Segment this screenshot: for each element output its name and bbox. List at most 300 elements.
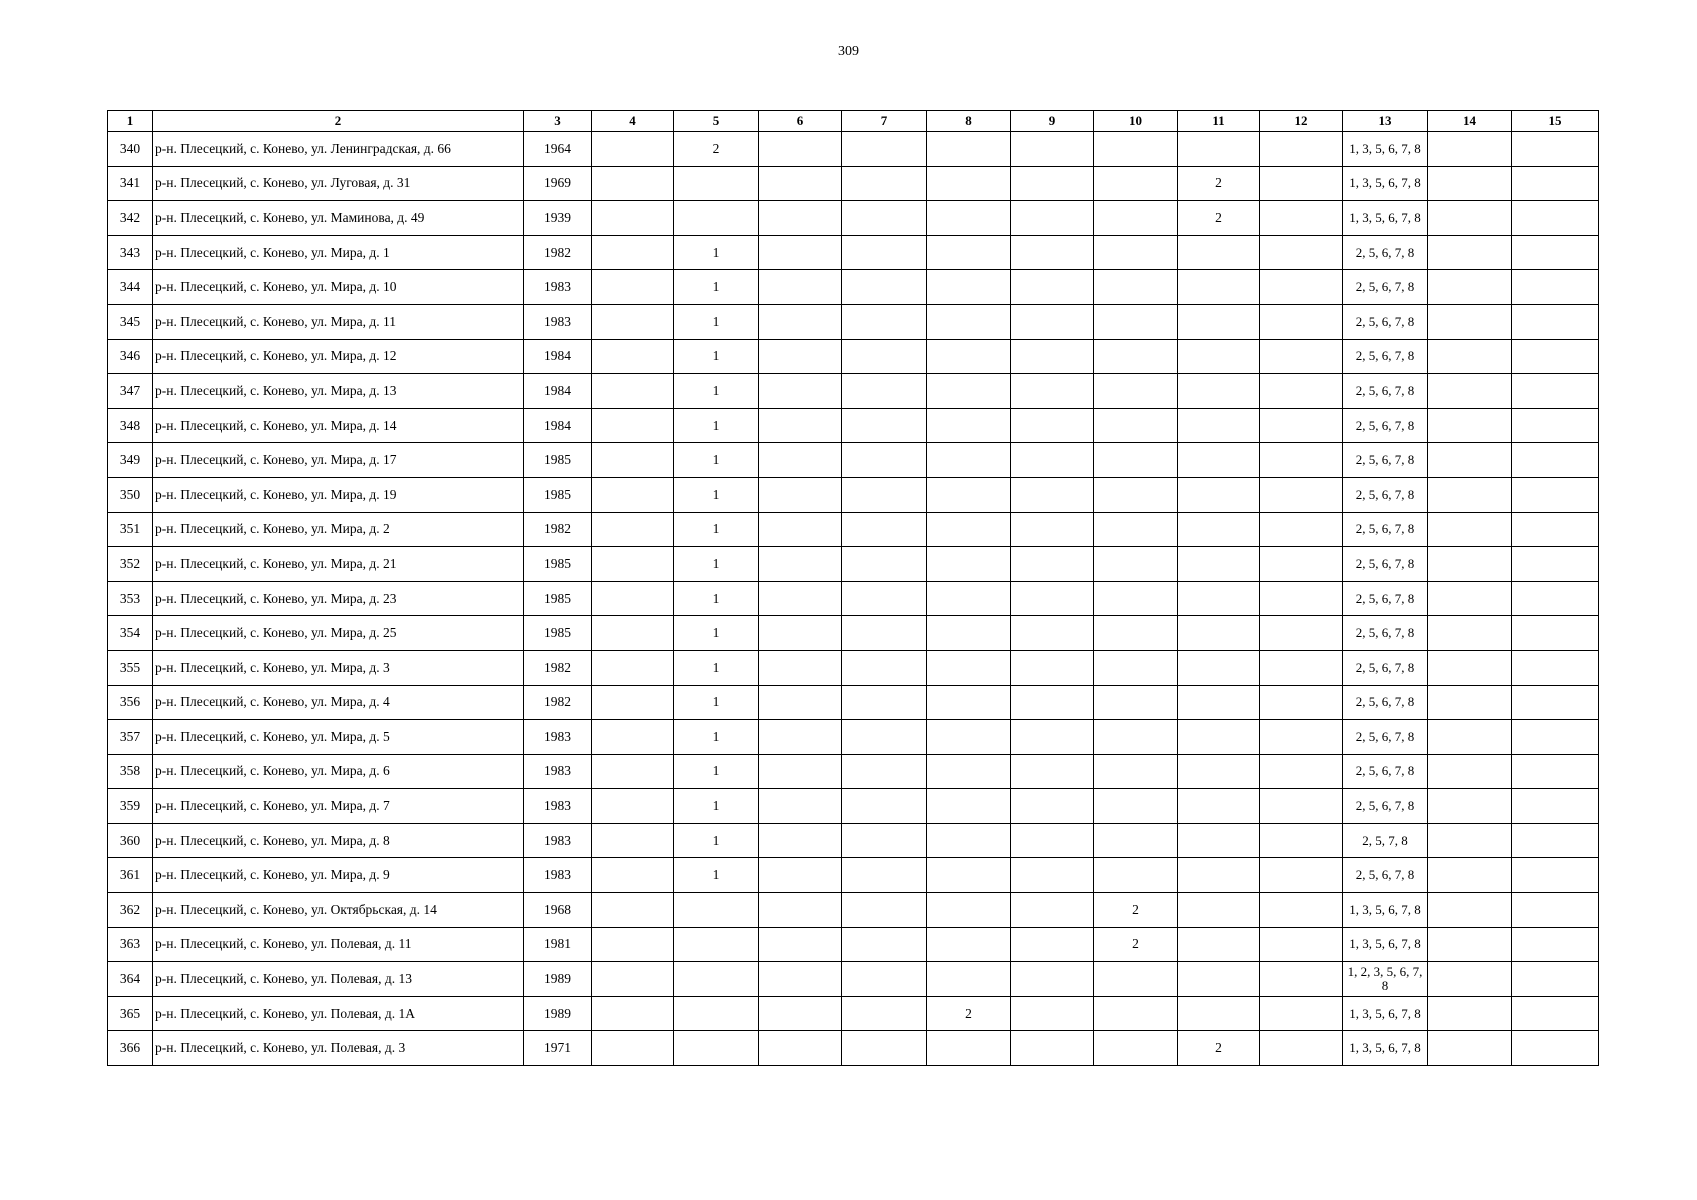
table-cell-col-3: 1985 <box>524 616 592 651</box>
table-cell-col-9 <box>1011 270 1094 305</box>
table-cell-col-13: 1, 3, 5, 6, 7, 8 <box>1343 927 1428 962</box>
table-cell-col-1: 358 <box>108 754 153 789</box>
table-cell-col-5 <box>674 996 759 1031</box>
table-cell-col-4 <box>592 927 674 962</box>
table-cell-col-5: 1 <box>674 789 759 824</box>
table-cell-col-12 <box>1260 858 1343 893</box>
table-cell-col-15 <box>1512 720 1599 755</box>
table-row <box>108 374 1599 409</box>
table-cell-col-10 <box>1094 581 1178 616</box>
table-cell-col-8 <box>927 616 1011 651</box>
table-cell-col-4 <box>592 720 674 755</box>
table-cell-col-1: 354 <box>108 616 153 651</box>
table-cell-col-9 <box>1011 996 1094 1031</box>
table-cell-col-1: 363 <box>108 927 153 962</box>
table-cell-col-5: 1 <box>674 720 759 755</box>
table-cell-col-11 <box>1178 547 1260 582</box>
table-cell-col-4 <box>592 685 674 720</box>
table-cell-col-15 <box>1512 408 1599 443</box>
table-row <box>108 789 1599 824</box>
table-cell-col-12 <box>1260 616 1343 651</box>
table-cell-col-7 <box>842 720 927 755</box>
table-cell-col-15 <box>1512 650 1599 685</box>
table-cell-col-5: 2 <box>674 132 759 167</box>
table-cell-col-10 <box>1094 858 1178 893</box>
table-cell-col-7 <box>842 893 927 928</box>
table-cell-col-7 <box>842 477 927 512</box>
table-row <box>108 754 1599 789</box>
table-row <box>108 339 1599 374</box>
table-cell-col-7 <box>842 201 927 236</box>
table-cell-col-3: 1989 <box>524 996 592 1031</box>
table-cell-col-1: 366 <box>108 1031 153 1066</box>
table-cell-col-1: 353 <box>108 581 153 616</box>
table-cell-col-14 <box>1428 754 1512 789</box>
table-cell-col-4 <box>592 754 674 789</box>
table-cell-col-8 <box>927 304 1011 339</box>
table-row <box>108 616 1599 651</box>
table-row <box>108 547 1599 582</box>
table-cell-col-2: р-н. Плесецкий, с. Конево, ул. Мира, д. 3 <box>153 650 524 685</box>
table-cell-col-2: р-н. Плесецкий, с. Конево, ул. Мира, д. 10 <box>153 270 524 305</box>
table-cell-col-10 <box>1094 201 1178 236</box>
table-cell-col-5 <box>674 962 759 997</box>
table-cell-col-1: 364 <box>108 962 153 997</box>
table-cell-col-5: 1 <box>674 754 759 789</box>
table-cell-col-6 <box>759 270 842 305</box>
table-cell-col-13: 1, 3, 5, 6, 7, 8 <box>1343 201 1428 236</box>
table-cell-col-7 <box>842 304 927 339</box>
table-cell-col-15 <box>1512 132 1599 167</box>
table-cell-col-12 <box>1260 512 1343 547</box>
table-cell-col-15 <box>1512 512 1599 547</box>
table-cell-col-15 <box>1512 754 1599 789</box>
table-cell-col-8 <box>927 927 1011 962</box>
table-cell-col-5 <box>674 201 759 236</box>
table-row <box>108 201 1599 236</box>
table-cell-col-15 <box>1512 858 1599 893</box>
table-cell-col-4 <box>592 512 674 547</box>
table-cell-col-13: 2, 5, 6, 7, 8 <box>1343 650 1428 685</box>
table-cell-col-1: 361 <box>108 858 153 893</box>
table-cell-col-1: 342 <box>108 201 153 236</box>
table-cell-col-2: р-н. Плесецкий, с. Конево, ул. Мира, д. 5 <box>153 720 524 755</box>
table-cell-col-14 <box>1428 235 1512 270</box>
table-row <box>108 235 1599 270</box>
table-cell-col-13: 2, 5, 6, 7, 8 <box>1343 512 1428 547</box>
table-cell-col-14 <box>1428 339 1512 374</box>
table-cell-col-15 <box>1512 962 1599 997</box>
table-cell-col-2: р-н. Плесецкий, с. Конево, ул. Мира, д. 9 <box>153 858 524 893</box>
table-cell-col-10 <box>1094 685 1178 720</box>
table-cell-col-4 <box>592 166 674 201</box>
table-cell-col-8 <box>927 270 1011 305</box>
table-cell-col-15 <box>1512 996 1599 1031</box>
table-cell-col-1: 352 <box>108 547 153 582</box>
table-row <box>108 858 1599 893</box>
table-cell-col-1: 357 <box>108 720 153 755</box>
table-cell-col-6 <box>759 201 842 236</box>
table-cell-col-2: р-н. Плесецкий, с. Конево, ул. Полевая, д. 1А <box>153 996 524 1031</box>
table-cell-col-6 <box>759 927 842 962</box>
table-cell-col-3: 1982 <box>524 685 592 720</box>
column-header-10: 10 <box>1094 111 1178 132</box>
table-cell-col-2: р-н. Плесецкий, с. Конево, ул. Мира, д. 17 <box>153 443 524 478</box>
table-row <box>108 408 1599 443</box>
table-cell-col-4 <box>592 374 674 409</box>
table-cell-col-15 <box>1512 443 1599 478</box>
table-cell-col-13: 2, 5, 6, 7, 8 <box>1343 547 1428 582</box>
table-cell-col-10 <box>1094 962 1178 997</box>
table-cell-col-14 <box>1428 1031 1512 1066</box>
table-cell-col-6 <box>759 477 842 512</box>
table-row <box>108 996 1599 1031</box>
table-cell-col-4 <box>592 789 674 824</box>
table-cell-col-1: 346 <box>108 339 153 374</box>
table-cell-col-6 <box>759 304 842 339</box>
table-cell-col-6 <box>759 581 842 616</box>
table-cell-col-9 <box>1011 132 1094 167</box>
table-cell-col-13: 1, 3, 5, 6, 7, 8 <box>1343 893 1428 928</box>
table-cell-col-12 <box>1260 927 1343 962</box>
table-cell-col-2: р-н. Плесецкий, с. Конево, ул. Мира, д. 4 <box>153 685 524 720</box>
table-cell-col-3: 1964 <box>524 132 592 167</box>
table-cell-col-11 <box>1178 823 1260 858</box>
table-cell-col-13: 2, 5, 6, 7, 8 <box>1343 789 1428 824</box>
table-cell-col-1: 343 <box>108 235 153 270</box>
table-row <box>108 962 1599 997</box>
table-cell-col-15 <box>1512 581 1599 616</box>
table-cell-col-14 <box>1428 581 1512 616</box>
table-cell-col-8 <box>927 408 1011 443</box>
table-cell-col-11 <box>1178 581 1260 616</box>
table-cell-col-8 <box>927 339 1011 374</box>
table-cell-col-14 <box>1428 270 1512 305</box>
table-cell-col-1: 345 <box>108 304 153 339</box>
column-header-4: 4 <box>592 111 674 132</box>
table-cell-col-3: 1983 <box>524 754 592 789</box>
table-cell-col-10 <box>1094 789 1178 824</box>
table-row <box>108 893 1599 928</box>
table-cell-col-1: 362 <box>108 893 153 928</box>
table-cell-col-1: 351 <box>108 512 153 547</box>
table-cell-col-4 <box>592 616 674 651</box>
table-cell-col-11 <box>1178 339 1260 374</box>
table-cell-col-7 <box>842 754 927 789</box>
table-cell-col-10 <box>1094 650 1178 685</box>
table-cell-col-1: 350 <box>108 477 153 512</box>
table-cell-col-6 <box>759 166 842 201</box>
table-cell-col-10 <box>1094 166 1178 201</box>
table-cell-col-4 <box>592 893 674 928</box>
table-cell-col-3: 1982 <box>524 650 592 685</box>
table-cell-col-14 <box>1428 304 1512 339</box>
table-cell-col-10 <box>1094 132 1178 167</box>
table-cell-col-9 <box>1011 823 1094 858</box>
table-cell-col-6 <box>759 858 842 893</box>
table-cell-col-9 <box>1011 408 1094 443</box>
table-row <box>108 166 1599 201</box>
table-cell-col-10 <box>1094 512 1178 547</box>
table-cell-col-1: 349 <box>108 443 153 478</box>
table-cell-col-1: 340 <box>108 132 153 167</box>
table-cell-col-13: 2, 5, 6, 7, 8 <box>1343 685 1428 720</box>
table-cell-col-13: 2, 5, 6, 7, 8 <box>1343 339 1428 374</box>
table-cell-col-11: 2 <box>1178 1031 1260 1066</box>
table-cell-col-11: 2 <box>1178 201 1260 236</box>
table-cell-col-9 <box>1011 166 1094 201</box>
table-cell-col-4 <box>592 201 674 236</box>
column-header-12: 12 <box>1260 111 1343 132</box>
table-cell-col-8 <box>927 720 1011 755</box>
table-cell-col-7 <box>842 823 927 858</box>
table-cell-col-3: 1968 <box>524 893 592 928</box>
table-cell-col-2: р-н. Плесецкий, с. Конево, ул. Мира, д. 21 <box>153 547 524 582</box>
table-cell-col-9 <box>1011 720 1094 755</box>
table-cell-col-11 <box>1178 235 1260 270</box>
table-cell-col-14 <box>1428 720 1512 755</box>
table-cell-col-13: 2, 5, 6, 7, 8 <box>1343 304 1428 339</box>
table-cell-col-1: 347 <box>108 374 153 409</box>
table-cell-col-2: р-н. Плесецкий, с. Конево, ул. Мира, д. 25 <box>153 616 524 651</box>
table-cell-col-2: р-н. Плесецкий, с. Конево, ул. Мира, д. 23 <box>153 581 524 616</box>
table-cell-col-11 <box>1178 408 1260 443</box>
table-cell-col-5: 1 <box>674 408 759 443</box>
table-cell-col-2: р-н. Плесецкий, с. Конево, ул. Октябрьская, д. 14 <box>153 893 524 928</box>
table-cell-col-11 <box>1178 927 1260 962</box>
table-cell-col-13: 2, 5, 6, 7, 8 <box>1343 720 1428 755</box>
table-cell-col-7 <box>842 270 927 305</box>
table-cell-col-2: р-н. Плесецкий, с. Конево, ул. Полевая, д. 3 <box>153 1031 524 1066</box>
table-cell-col-3: 1984 <box>524 339 592 374</box>
table-cell-col-7 <box>842 443 927 478</box>
table-cell-col-15 <box>1512 374 1599 409</box>
table-row <box>108 512 1599 547</box>
table-cell-col-11 <box>1178 996 1260 1031</box>
table-cell-col-3: 1983 <box>524 720 592 755</box>
table-cell-col-11 <box>1178 374 1260 409</box>
table-cell-col-7 <box>842 512 927 547</box>
table-row <box>108 1031 1599 1066</box>
table-cell-col-12 <box>1260 235 1343 270</box>
column-header-1: 1 <box>108 111 153 132</box>
table-cell-col-8: 2 <box>927 996 1011 1031</box>
table-cell-col-5: 1 <box>674 616 759 651</box>
table-cell-col-12 <box>1260 1031 1343 1066</box>
table-cell-col-11 <box>1178 789 1260 824</box>
table-cell-col-8 <box>927 789 1011 824</box>
table-cell-col-6 <box>759 616 842 651</box>
table-cell-col-2: р-н. Плесецкий, с. Конево, ул. Маминова, д. 49 <box>153 201 524 236</box>
table-row <box>108 443 1599 478</box>
table-cell-col-6 <box>759 789 842 824</box>
table-cell-col-8 <box>927 858 1011 893</box>
table-cell-col-14 <box>1428 823 1512 858</box>
table-cell-col-14 <box>1428 789 1512 824</box>
table-cell-col-9 <box>1011 443 1094 478</box>
table-cell-col-15 <box>1512 789 1599 824</box>
table-cell-col-8 <box>927 132 1011 167</box>
table-header <box>108 111 1599 132</box>
table-cell-col-2: р-н. Плесецкий, с. Конево, ул. Мира, д. 6 <box>153 754 524 789</box>
table-row <box>108 650 1599 685</box>
table-cell-col-14 <box>1428 650 1512 685</box>
table-cell-col-5: 1 <box>674 650 759 685</box>
table-cell-col-13: 2, 5, 6, 7, 8 <box>1343 581 1428 616</box>
table-cell-col-15 <box>1512 201 1599 236</box>
table-cell-col-15 <box>1512 270 1599 305</box>
table-cell-col-3: 1983 <box>524 858 592 893</box>
table-cell-col-8 <box>927 1031 1011 1066</box>
table-cell-col-5 <box>674 166 759 201</box>
table-cell-col-1: 359 <box>108 789 153 824</box>
table-cell-col-9 <box>1011 893 1094 928</box>
table-cell-col-7 <box>842 235 927 270</box>
table-cell-col-11 <box>1178 304 1260 339</box>
table-cell-col-11 <box>1178 720 1260 755</box>
table-cell-col-4 <box>592 1031 674 1066</box>
table-cell-col-15 <box>1512 339 1599 374</box>
table-cell-col-9 <box>1011 374 1094 409</box>
table-row <box>108 304 1599 339</box>
table-cell-col-10 <box>1094 616 1178 651</box>
table-cell-col-6 <box>759 339 842 374</box>
table-cell-col-15 <box>1512 477 1599 512</box>
table-cell-col-14 <box>1428 374 1512 409</box>
table-cell-col-6 <box>759 1031 842 1066</box>
table-cell-col-1: 360 <box>108 823 153 858</box>
table-cell-col-9 <box>1011 477 1094 512</box>
table-cell-col-4 <box>592 235 674 270</box>
column-header-11: 11 <box>1178 111 1260 132</box>
table-cell-col-4 <box>592 581 674 616</box>
table-cell-col-9 <box>1011 789 1094 824</box>
table-cell-col-12 <box>1260 720 1343 755</box>
table-cell-col-9 <box>1011 858 1094 893</box>
table-cell-col-4 <box>592 650 674 685</box>
table-cell-col-1: 348 <box>108 408 153 443</box>
table-cell-col-11 <box>1178 685 1260 720</box>
table-row <box>108 270 1599 305</box>
table-cell-col-12 <box>1260 754 1343 789</box>
table-cell-col-14 <box>1428 616 1512 651</box>
table-cell-col-7 <box>842 581 927 616</box>
table-cell-col-12 <box>1260 443 1343 478</box>
table-cell-col-7 <box>842 962 927 997</box>
column-header-14: 14 <box>1428 111 1512 132</box>
table-cell-col-2: р-н. Плесецкий, с. Конево, ул. Мира, д. 12 <box>153 339 524 374</box>
table-cell-col-9 <box>1011 304 1094 339</box>
table-cell-col-4 <box>592 132 674 167</box>
table-cell-col-10 <box>1094 304 1178 339</box>
table-cell-col-3: 1985 <box>524 547 592 582</box>
table-cell-col-5: 1 <box>674 304 759 339</box>
table-cell-col-10: 2 <box>1094 893 1178 928</box>
table-cell-col-14 <box>1428 685 1512 720</box>
housing-registry-table <box>107 110 1599 1066</box>
table-cell-col-6 <box>759 235 842 270</box>
table-cell-col-9 <box>1011 685 1094 720</box>
table-cell-col-7 <box>842 408 927 443</box>
table-cell-col-3: 1984 <box>524 408 592 443</box>
table-cell-col-7 <box>842 166 927 201</box>
table-cell-col-6 <box>759 408 842 443</box>
table-cell-col-3: 1983 <box>524 823 592 858</box>
table-cell-col-9 <box>1011 927 1094 962</box>
table-cell-col-13: 2, 5, 6, 7, 8 <box>1343 616 1428 651</box>
table-cell-col-2: р-н. Плесецкий, с. Конево, ул. Мира, д. 14 <box>153 408 524 443</box>
table-cell-col-9 <box>1011 512 1094 547</box>
table-cell-col-10 <box>1094 1031 1178 1066</box>
table-cell-col-2: р-н. Плесецкий, с. Конево, ул. Мира, д. 11 <box>153 304 524 339</box>
table-cell-col-7 <box>842 858 927 893</box>
table-cell-col-10: 2 <box>1094 927 1178 962</box>
table-cell-col-7 <box>842 374 927 409</box>
table-cell-col-15 <box>1512 927 1599 962</box>
table-cell-col-10 <box>1094 477 1178 512</box>
table-cell-col-11 <box>1178 962 1260 997</box>
page-number: 309 <box>838 44 859 59</box>
table-cell-col-3: 1983 <box>524 789 592 824</box>
table-cell-col-13: 2, 5, 6, 7, 8 <box>1343 270 1428 305</box>
table-cell-col-6 <box>759 512 842 547</box>
table-cell-col-13: 1, 2, 3, 5, 6, 7, 8 <box>1343 962 1428 997</box>
table-cell-col-6 <box>759 443 842 478</box>
table-cell-col-13: 2, 5, 6, 7, 8 <box>1343 858 1428 893</box>
table-cell-col-12 <box>1260 685 1343 720</box>
column-header-15: 15 <box>1512 111 1599 132</box>
table-cell-col-13: 2, 5, 6, 7, 8 <box>1343 443 1428 478</box>
table-row <box>108 132 1599 167</box>
table-cell-col-4 <box>592 547 674 582</box>
table-cell-col-11 <box>1178 754 1260 789</box>
table-cell-col-10 <box>1094 720 1178 755</box>
table-cell-col-8 <box>927 823 1011 858</box>
table-cell-col-5: 1 <box>674 339 759 374</box>
table-cell-col-7 <box>842 547 927 582</box>
table-cell-col-13: 2, 5, 6, 7, 8 <box>1343 477 1428 512</box>
table-cell-col-13: 1, 3, 5, 6, 7, 8 <box>1343 1031 1428 1066</box>
table-cell-col-8 <box>927 962 1011 997</box>
table-cell-col-13: 2, 5, 6, 7, 8 <box>1343 754 1428 789</box>
table-cell-col-13: 2, 5, 6, 7, 8 <box>1343 235 1428 270</box>
table-cell-col-8 <box>927 754 1011 789</box>
table-cell-col-7 <box>842 789 927 824</box>
table-cell-col-7 <box>842 685 927 720</box>
table-cell-col-14 <box>1428 996 1512 1031</box>
table-cell-col-4 <box>592 443 674 478</box>
table-cell-col-12 <box>1260 339 1343 374</box>
table-cell-col-3: 1984 <box>524 374 592 409</box>
table-cell-col-7 <box>842 616 927 651</box>
table-cell-col-1: 344 <box>108 270 153 305</box>
table-cell-col-10 <box>1094 270 1178 305</box>
column-header-9: 9 <box>1011 111 1094 132</box>
table-cell-col-12 <box>1260 477 1343 512</box>
table-cell-col-6 <box>759 132 842 167</box>
column-header-8: 8 <box>927 111 1011 132</box>
table-cell-col-6 <box>759 996 842 1031</box>
table-cell-col-11 <box>1178 650 1260 685</box>
table-cell-col-11 <box>1178 477 1260 512</box>
table-cell-col-12 <box>1260 374 1343 409</box>
table-cell-col-12 <box>1260 408 1343 443</box>
table-cell-col-4 <box>592 408 674 443</box>
table-cell-col-3: 1971 <box>524 1031 592 1066</box>
table-cell-col-12 <box>1260 650 1343 685</box>
table-cell-col-5: 1 <box>674 685 759 720</box>
table-cell-col-15 <box>1512 166 1599 201</box>
